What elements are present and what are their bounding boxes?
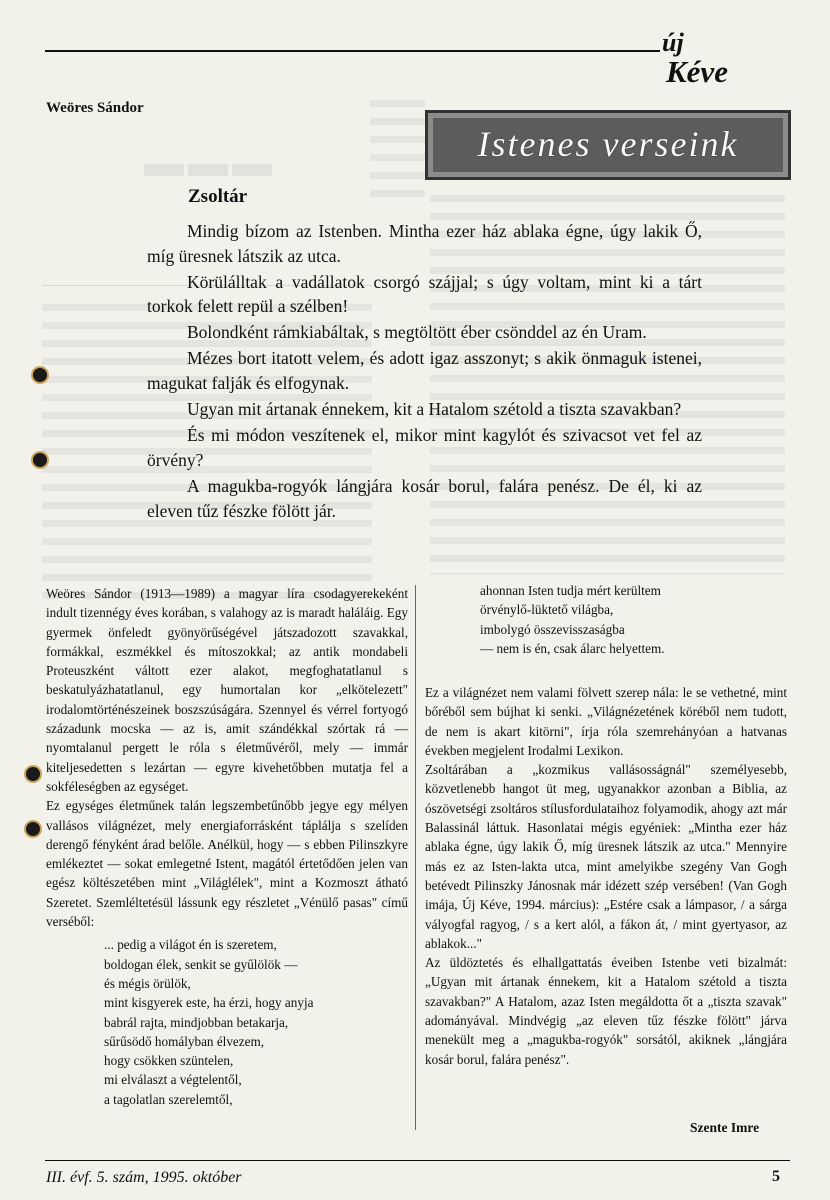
masthead-logo <box>660 28 790 88</box>
excerpt-line: mi elválaszt a végtelentől, <box>104 1072 242 1088</box>
poem-stanza: És mi módon veszítenek el, mikor mint kagylót és szivacsot vet fel az örvény? <box>147 425 702 470</box>
essay-paragraph: Az üldöztetés és elhallgattatás éveiben Istenbe veti bizalmát: „Ugyan mit ártanak énnekem, kit a Hatalom szétold a tiszta szavakban?" A Hatalom, azaz Isten megáldotta őt a „tiszta szavak" adományával. Mindvégig „az eleven tűz fészke fölött" járva menekült meg a „magukba-rogyók" sorsától, akiknek „lángjára kosár borul, falára penész". <box>425 955 787 1067</box>
bleed-through-top: ▬▬▬ <box>144 140 276 185</box>
essay-paragraph: Zsoltárában a „kozmikus vallásosságnál" személyesebb, közvetlenebb hangot üt meg, ugyanakkor azonban a Biblia, az ószövetségi zsoltáros stílusfordulataihoz folyamodik, ahogy azt már Balassinál láttuk. Hasonlatai mégis egyéniek: „Mintha ezer ház ablaka égne, úgy lakik Ő, míg üresnek látszik az utca." Mennyire más ez az Isten-lakta utca, mint amelyikbe szegény Van Gogh betévedt Pilinszky Jánosnak már idézett szép versében! (Van Gogh imája, Új Kéve, 1994. március): „Estére csak a lámpasor, / a sárga vályogfal ragyog, / s a kert alól, a fákon át, / mint gyertyasor, az ablakok..." <box>425 762 787 951</box>
section-banner-title: Istenes verseink <box>477 124 739 164</box>
poem-stanza: Mindig bízom az Istenben. Mintha ezer ház ablaka égne, úgy lakik Ő, míg üresnek látszik az utca. <box>147 221 702 266</box>
binder-hole <box>24 765 42 783</box>
masthead-prefix: új <box>662 28 684 57</box>
excerpt-line: ahonnan Isten tudja mért kerültem <box>480 583 661 598</box>
excerpt-line: babrál rajta, mindjobban betakarja, <box>104 1014 289 1030</box>
poem-excerpt-continued <box>480 581 780 658</box>
bleed-through-upper <box>370 100 425 200</box>
poem-stanza: Körülálltak a vadállatok csorgó szájjal; s úgy voltam, mint ki a tárt torkok felett repül a szélben! <box>147 271 702 317</box>
poem-stanza: A magukba-rogyók lángjára kosár borul, falára penész. De él, ki az eleven tűz fészke fölött jár. <box>147 475 702 521</box>
poem-author: Weöres Sándor <box>46 100 144 116</box>
essay-paragraph: Weöres Sándor (1913—1989) a magyar líra csodagyerekeként indult tizennégy éves korában, s valahogy az is maradt haláláig. Egy gyermek önfeledt gyönyörűségével játszadozott szavakkal, formákkal, eszmékkel és mítoszokkal; az antik mondabeli Proteuszként váltott ezer alakot, megfoghatatlanul s beskatulyázhatatlanul, egy humortalan kor „elkötelezett" irodalomtörténészeinek boszszúságára. Szennyel és vérrel fortyogó századunk mocska — az is, amit szándékkal szórtak rá — nyomtalanul pergett le róla s életművéről, mely — immár kiteljesedetten s lezártan — egyre kivehetőbben mutatja fel a sokféleségben az egységet. <box>46 586 408 794</box>
binder-hole <box>24 820 42 838</box>
excerpt-line: sűrűsödő homályban élvezem, <box>104 1033 265 1049</box>
binder-hole <box>31 451 49 469</box>
essay-signature: Szente Imre <box>690 1120 760 1135</box>
poem-stanza: Ugyan mit ártanak énnekem, kit a Hatalom szétold a tiszta szavakban? <box>187 399 682 420</box>
essay-left-column <box>46 584 408 1109</box>
excerpt-line: és mégis örülök, <box>104 975 191 991</box>
footer-rule <box>45 1160 790 1161</box>
poem-excerpt <box>104 935 408 1109</box>
excerpt-line: — nem is én, csak álarc helyettem. <box>480 640 665 656</box>
excerpt-line: imbolygó összevisszaságba <box>480 621 625 637</box>
excerpt-line: hogy csökken szüntelen, <box>104 1053 234 1069</box>
excerpt-line: örvénylő-lüktető világba, <box>480 602 614 618</box>
poem-stanza: Mézes bort itatott velem, és adott igaz asszonyt; s akik önmaguk istenei, magukat falják és elfogynak. <box>147 348 702 394</box>
essay-paragraph: Ez egységes életműnek talán legszembetűnőbb jegye egy mélyen vallásos világnézet, mely energiaforrásként táplálja s szelíden derengő fényként árad belőle. Anélkül, hogy — s ebben Pilinszkyre emlékeztet — sokat emlegetné Istent, magától értetődően jelen van egész költészetében mint „Világlélek", mint a Kozmoszt átható Szeretet. Szemléltetésül lássunk egy részletet „Vénülő pasas" című verséből: <box>46 798 408 930</box>
poem-title: Zsoltár <box>188 186 248 207</box>
page-number: 5 <box>772 1168 780 1185</box>
column-divider <box>415 585 416 1130</box>
excerpt-line: mint kisgyerek este, ha érzi, hogy anyja <box>104 995 314 1011</box>
poem-stanza: Bolondként rámkiabáltak, s megtöltött éber csönddel az én Uram. <box>187 322 647 343</box>
essay-right-column <box>425 683 787 1069</box>
issue-info: III. évf. 5. szám, 1995. október <box>46 1169 242 1186</box>
essay-paragraph: Ez a világnézet nem valami fölvett szerep nála: le se vethetné, mint bőréből sem bújhat ki senki. „Világnézetének köréből nem tudott, de nem is akart kitörni", írja róla szemrehányóan a hatvanas években megjelent Irodalmi Lexikon. <box>425 685 787 758</box>
masthead-title: Kéve <box>666 54 728 89</box>
excerpt-line: a tagolatlan szerelemtől, <box>104 1091 233 1107</box>
header-rule <box>45 50 660 52</box>
section-banner <box>425 110 791 180</box>
excerpt-line: boldogan élek, senkit se gyűlölök — <box>104 956 298 972</box>
excerpt-line: ... pedig a világot én is szeretem, <box>104 937 277 953</box>
poem-body <box>147 219 702 525</box>
binder-hole <box>31 366 49 384</box>
